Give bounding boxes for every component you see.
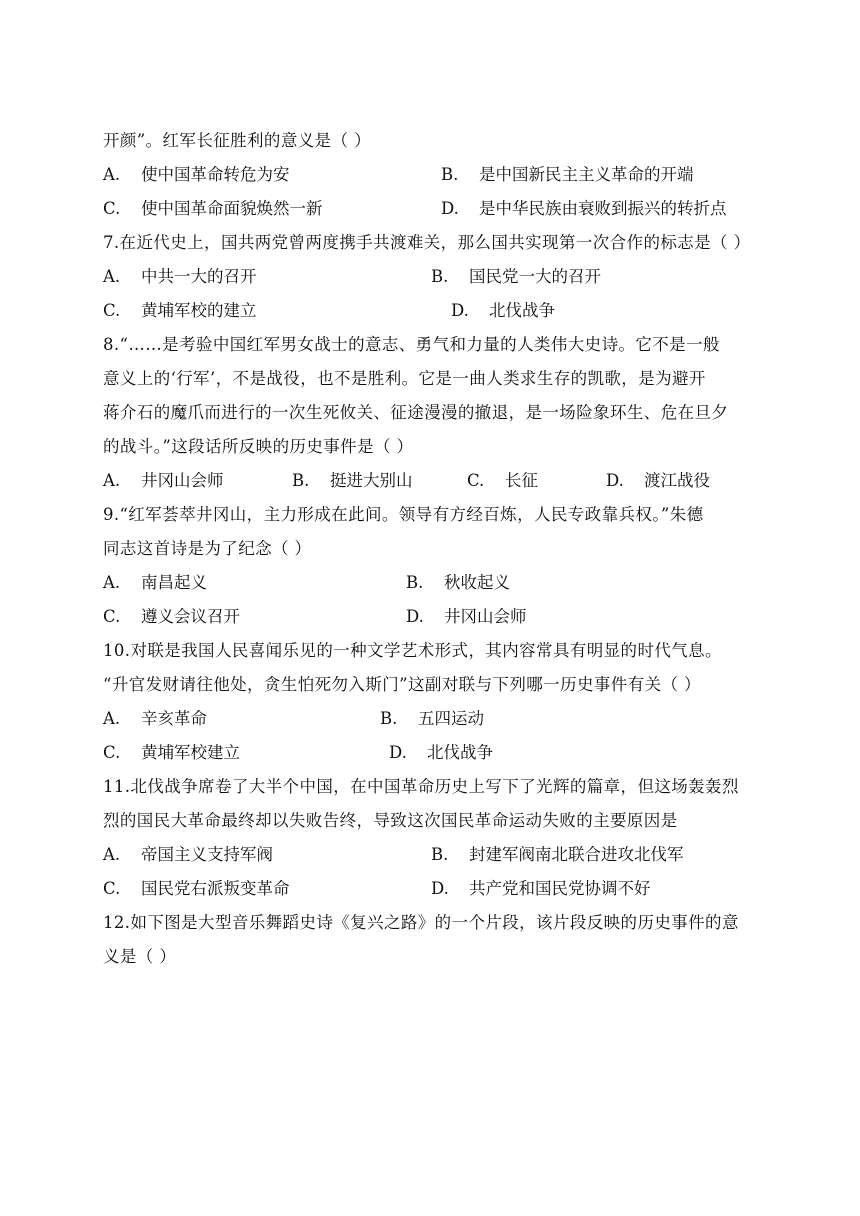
question-8-stem-line-1: 8.“……是考验中国红军男女战士的意志、勇气和力量的人类伟大史诗。它不是一般	[103, 335, 720, 354]
option-text: 国民党右派叛变革命	[141, 879, 290, 898]
option-key: C.	[103, 879, 121, 898]
option-key: C.	[103, 199, 121, 218]
option-text: 井冈山会师	[141, 471, 224, 490]
question-8-stem-line-4: 的战斗。”这段话所反映的历史事件是（ ）	[103, 437, 414, 456]
question-12-stem-line-2: 义是（ ）	[103, 947, 177, 966]
option-key: A.	[103, 845, 121, 864]
option-key: A.	[103, 709, 121, 728]
q10-option-c	[103, 742, 240, 764]
option-text: 挺进大别山	[330, 471, 413, 490]
option-text: 使中国革命面貌焕然一新	[141, 199, 323, 218]
option-key: D.	[451, 301, 469, 320]
option-text: 黄埔军校建立	[141, 743, 240, 762]
option-key: D.	[431, 879, 449, 898]
option-text: 秋收起义	[444, 573, 510, 592]
option-key: B.	[431, 845, 449, 864]
option-key: C.	[103, 743, 121, 762]
q8-option-b	[292, 470, 413, 492]
option-text: 南昌起义	[141, 573, 207, 592]
option-text: 中共一大的召开	[141, 267, 257, 286]
question-7-stem: 7.在近代史上，国共两党曾两度携手共渡难关，那么国共实现第一次合作的标志是（ ）	[103, 233, 751, 252]
question-10-stem-line-1: 10.对联是我国人民喜闻乐见的一种文学艺术形式，其内容常具有明显的时代气息。	[103, 641, 722, 660]
question-8-stem-line-3: 蒋介石的魔爪而进行的一次生死攸关、征途漫漫的撤退，是一场险象环生、危在旦夕	[103, 403, 729, 422]
question-11-stem-line-2: 烈的国民大革命最终却以失败告终，导致这次国民革命运动失败的主要原因是	[103, 811, 678, 830]
question-9-stem-line-1: 9.“红军荟萃井冈山，主力形成在此间。领导有方经百炼，人民专政靠兵权。”朱德	[103, 505, 704, 524]
q8-option-c	[467, 470, 538, 492]
q9-option-b	[406, 572, 510, 594]
option-text: 是中国新民主主义革命的开端	[479, 165, 694, 184]
q7-option-a	[103, 266, 257, 288]
q6-option-b	[441, 164, 694, 186]
option-text: 长征	[505, 471, 538, 490]
option-key: A.	[103, 165, 121, 184]
option-text: 帝国主义支持军阀	[141, 845, 273, 864]
option-key: B.	[380, 709, 398, 728]
question-12-stem-line-1: 12.如下图是大型音乐舞蹈史诗《复兴之路》的一个片段，该片段反映的历史事件的意	[103, 913, 739, 932]
q7-option-d	[451, 300, 555, 322]
option-text: 北伐战争	[489, 301, 555, 320]
option-text: 黄埔军校的建立	[141, 301, 257, 320]
q9-option-a	[103, 572, 207, 594]
option-key: A.	[103, 471, 121, 490]
q11-option-d	[431, 878, 651, 900]
option-key: A.	[103, 267, 121, 286]
option-text: 遵义会议召开	[141, 607, 240, 626]
q10-option-b	[380, 708, 484, 730]
q9-option-c	[103, 606, 240, 628]
q8-option-d	[606, 470, 710, 492]
option-text: 国民党一大的召开	[469, 267, 601, 286]
q6-option-c	[103, 198, 323, 220]
q9-option-d	[406, 606, 527, 628]
option-key: C.	[103, 301, 121, 320]
option-text: 井冈山会师	[444, 607, 527, 626]
option-text: 使中国革命转危为安	[141, 165, 290, 184]
option-key: C.	[103, 607, 121, 626]
option-key: D.	[606, 471, 624, 490]
option-text: 是中华民族由衰败到振兴的转折点	[479, 199, 727, 218]
option-key: D.	[441, 199, 459, 218]
option-key: B.	[406, 573, 424, 592]
question-11-stem-line-1: 11.北伐战争席卷了大半个中国，在中国革命历史上写下了光辉的篇章，但这场轰轰烈	[103, 777, 739, 796]
option-text: 封建军阀南北联合进攻北伐军	[469, 845, 684, 864]
q11-option-a	[103, 844, 273, 866]
option-text: 辛亥革命	[141, 709, 207, 728]
option-key: B.	[431, 267, 449, 286]
question-10-stem-line-2: “升官发财请往他处，贪生怕死勿入斯门”这副对联与下列哪一历史事件有关（ ）	[103, 675, 701, 694]
option-key: B.	[292, 471, 310, 490]
q6-option-d	[441, 198, 727, 220]
option-key: C.	[467, 471, 485, 490]
option-text: 北伐战争	[427, 743, 493, 762]
q10-option-d	[389, 742, 493, 764]
q7-option-c	[103, 300, 257, 322]
question-6-stem-tail: 开颜”。红军长征胜利的意义是（ ）	[103, 131, 371, 150]
option-key: D.	[389, 743, 407, 762]
question-8-stem-line-2: 意义上的‘行军’，不是战役，也不是胜利。它是一曲人类求生存的凯歌，是为避开	[103, 369, 706, 388]
q11-option-c	[103, 878, 290, 900]
q11-option-b	[431, 844, 684, 866]
option-text: 五四运动	[418, 709, 484, 728]
option-key: A.	[103, 573, 121, 592]
option-text: 渡江战役	[644, 471, 710, 490]
q6-option-a	[103, 164, 290, 186]
option-key: B.	[441, 165, 459, 184]
option-text: 共产党和国民党协调不好	[469, 879, 651, 898]
q10-option-a	[103, 708, 207, 730]
question-9-stem-line-2: 同志这首诗是为了纪念（ ）	[103, 539, 312, 558]
q8-option-a	[103, 470, 224, 492]
q7-option-b	[431, 266, 601, 288]
option-key: D.	[406, 607, 424, 626]
